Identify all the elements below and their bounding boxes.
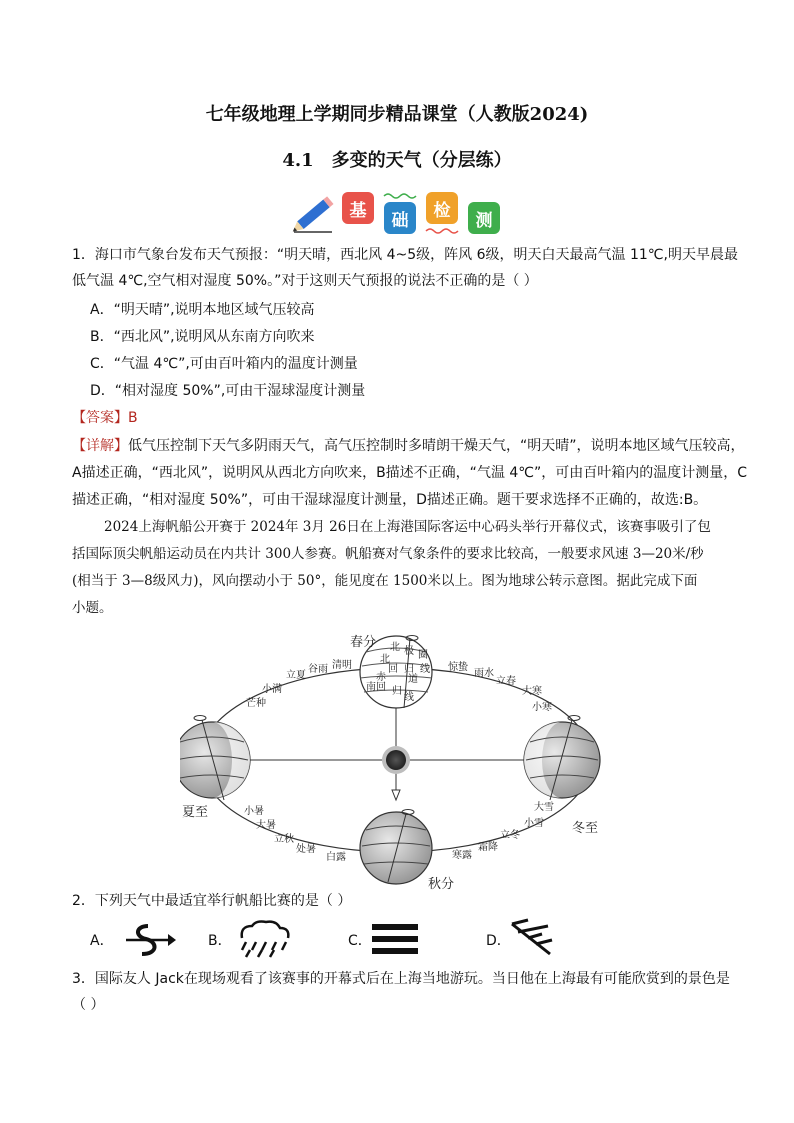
q3-line1: 3．国际友人 Jack在现场观看了该赛事的开幕式后在上海当地游玩。当日他在上海最有可能欣赏到的景色是 [72,971,730,987]
q1-detail-line1: 低气压控制下天气多阴雨天气，高气压控制时多晴朗干燥天气，“明天晴”，说明本地区域气压较高， [128,438,745,454]
globe-label-8: 赤 [376,672,386,683]
term-xiaoman: 小满 [262,684,282,695]
globe-label-5: 回 [388,664,398,675]
globe-label-10: 南 [366,682,376,693]
term-qingming: 清明 [332,660,352,671]
q2-choice-d-label: D． [486,933,511,949]
label-winter-solstice: 冬至 [572,821,599,836]
q1-option-d: D．“相对湿度 50%”,可由干湿球湿度计测量 [90,383,366,399]
globe-label-9: 道 [408,674,418,685]
rain-cloud-icon [234,918,294,958]
q1-option-c: C．“气温 4℃”,可由百叶箱内的温度计测量 [90,356,358,372]
badge-chu: 础 [384,202,416,234]
globe-winter [524,716,600,801]
sun-icon [382,746,410,774]
q2-stem: 2．下列天气中最适宜举行帆船比赛的是（ ） [72,893,352,909]
label-autumn-equinox: 秋分 [428,877,455,890]
term-bailu: 白露 [326,852,346,863]
term-lidong: 立冬 [500,830,520,841]
q1-line1: 1．海口市气象台发布天气预报：“明天晴，西北风 4~5级，阵风 6级，明天白天最高气温 11℃,明天早晨最 [72,247,738,263]
label-summer-solstice: 夏至 [182,805,209,820]
term-chushu: 处暑 [296,844,316,855]
globe-label-12: 归 [392,686,402,697]
globe-label-3: 圈 [418,650,428,661]
term-yushui: 雨水 [474,668,494,679]
globe-label-13: 线 [404,692,414,703]
sandstorm-symbol-icon [124,922,176,958]
earth-revolution-diagram [180,620,620,890]
section-subtitle: 4.1 多变的天气（分层练） [282,150,512,171]
globe-label-4: 北 [380,654,390,665]
q1-detail-tag: 【详解】 [72,438,128,454]
term-dashu: 大暑 [256,820,276,831]
globe-label-7: 线 [420,664,430,675]
term-guyu: 谷雨 [308,664,328,675]
globe-label-1: 北 [390,642,400,653]
fog-symbol-icon [372,922,420,956]
basic-test-banner [292,190,502,236]
q1-detail-line2: A描述正确，“西北风”，说明风从西北方向吹来，B描述不正确，“气温 4℃”，可由百叶箱内的温度计测量，C [72,465,748,481]
term-xiaoshu: 小暑 [244,806,264,817]
q1-option-a: A．“明天晴”,说明本地区域气压较高 [90,302,315,318]
q1-answer: 【答案】B [72,410,138,426]
q2-choice-b-label: B． [208,933,232,949]
term-daxue: 大雪 [534,802,554,813]
pencil-icon [292,192,338,234]
globe-autumn [360,810,432,885]
term-lichun: 立春 [496,676,516,687]
term-dahan: 大寒 [522,686,542,697]
passage-line2: 括国际顶尖帆船运动员在内共计 300人参赛。帆船赛对气象条件的要求比较高，一般要求风速 3—20米/秒 [72,546,704,562]
label-spring-equinox: 春分 [350,635,377,650]
term-hanlu: 寒露 [452,850,472,861]
q3-line2: （ ） [72,997,105,1013]
term-shuangjiang: 霜降 [478,842,498,853]
wave-decoration [382,190,418,200]
q2-choice-c-label: C． [348,933,372,949]
passage-line3: (相当于 3—8级风力)，风向摆动小于 50°，能见度在 1500米以上。图为地球公转示意图。据此完成下面 [72,573,698,589]
globe-label-6: 归 [404,664,414,675]
badge-ji: 基 [342,192,374,224]
badge-ce: 测 [468,202,500,234]
wind-barb-icon [508,918,556,960]
term-mangzhong: 芒种 [246,698,266,709]
term-lixia: 立夏 [286,670,306,681]
passage-line1: 2024上海帆船公开赛于 2024年 3月 26日在上海港国际客运中心码头举行开幕仪式，该赛事吸引了包 [104,519,711,535]
passage-line4: 小题。 [72,600,113,616]
q1-option-b: B．“西北风”,说明风从东南方向吹来 [90,329,315,345]
q1-detail-line3: 描述正确，“相对湿度 50%”，可由干湿球湿度计测量，D描述正确。题干要求选择不正确的，故选:B。 [72,492,708,508]
term-xiaoxue: 小雪 [524,818,544,829]
arrow-down [392,790,400,800]
q2-choice-a-label: A． [90,933,114,949]
badge-jian: 检 [426,192,458,224]
document-title: 七年级地理上学期同步精品课堂（人教版2024) [205,104,589,125]
globe-label-11: 回 [376,682,386,693]
term-jingzhe: 惊蛰 [448,662,468,673]
globe-summer [180,716,250,801]
globe-label-2: 极 [404,646,414,657]
term-xiaohan: 小寒 [532,702,552,713]
wave-decoration [424,226,460,236]
term-liqiu: 立秋 [274,834,294,845]
q1-line2: 低气温 4℃,空气相对湿度 50%。”对于这则天气预报的说法不正确的是（ ） [72,273,538,289]
